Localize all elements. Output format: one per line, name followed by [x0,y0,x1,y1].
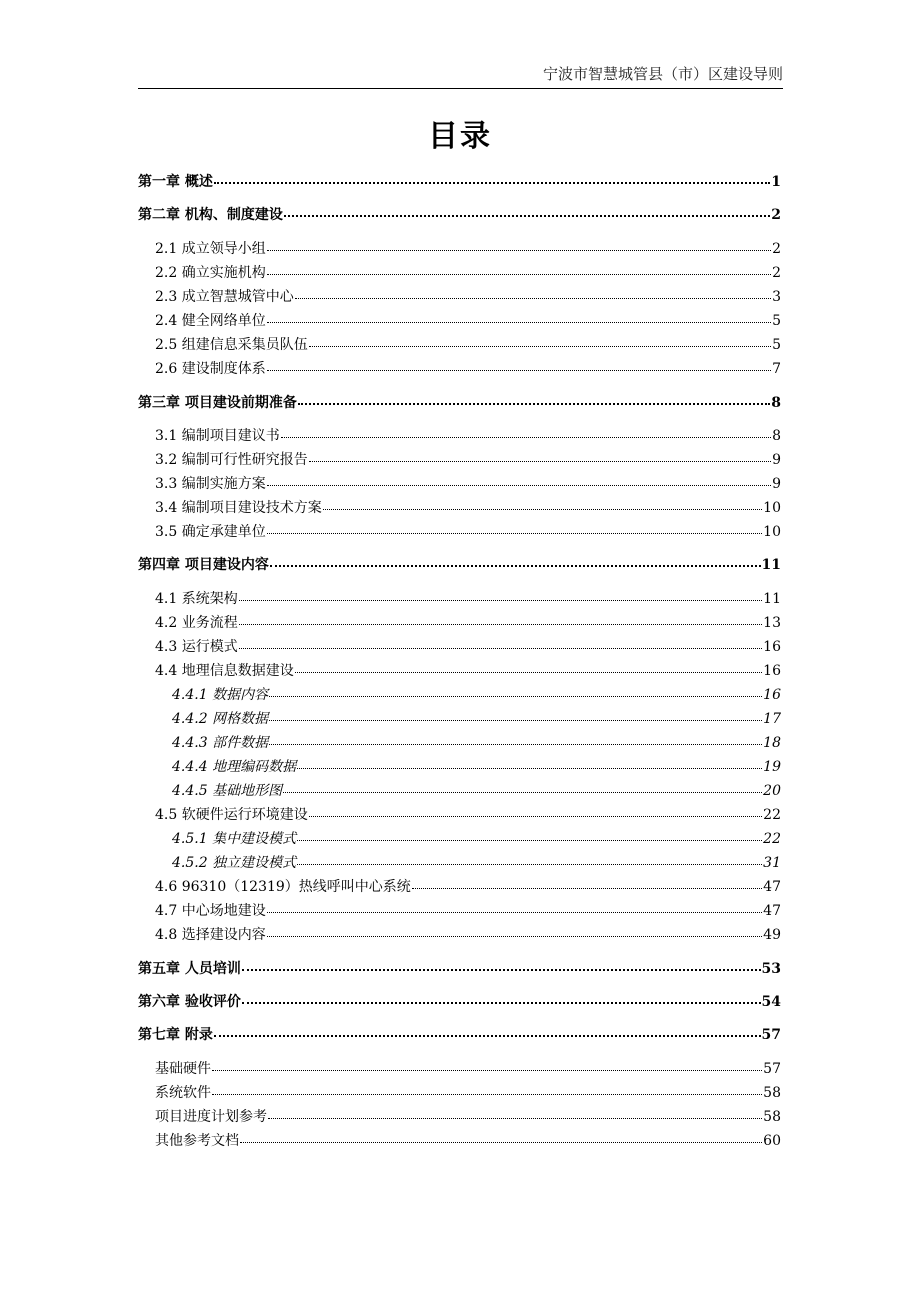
toc-entry-4-5[interactable] [155,805,781,825]
toc-entry-page: 16 [763,687,781,703]
toc-entry-page: 2 [772,265,781,281]
toc-entry-2-3[interactable] [155,287,781,307]
leader-dots [242,968,761,971]
toc-entry-label: 4.4.4 地理编码数据 [172,759,297,775]
toc-entry-2-5[interactable] [155,335,781,355]
toc-entry-page: 10 [763,524,781,540]
toc-entry-page: 5 [772,337,781,353]
toc-entry-3-3[interactable] [155,474,781,494]
leader-dots [270,564,761,567]
toc-entry-label: 4.3 运行模式 [155,639,238,655]
leader-dots [212,1093,762,1095]
toc-entry-page: 47 [763,879,781,895]
leader-dots [295,671,762,673]
toc-entry-appendix-schedule[interactable] [155,1107,781,1127]
leader-dots [214,181,770,184]
leader-dots [242,1001,761,1004]
toc-entry-label: 2.3 成立智慧城管中心 [155,289,294,305]
toc-entry-page: 16 [763,639,781,655]
leader-dots [267,321,771,323]
toc-entry-page: 22 [763,831,781,847]
leader-dots [268,1117,762,1119]
toc-entry-page: 11 [763,591,781,607]
toc-entry-label: 4.8 选择建设内容 [155,927,266,943]
leader-dots [214,1034,761,1037]
toc-entry-label: 其他参考文档 [155,1133,239,1149]
toc-entry-page: 16 [763,663,781,679]
toc-entry-4-5-1[interactable] [172,829,781,849]
leader-dots [212,1069,762,1071]
toc-entry-appendix-hardware[interactable] [155,1059,781,1079]
leader-dots [281,436,771,438]
toc-entry-label: 3.1 编制项目建议书 [155,428,280,444]
leader-dots [412,887,762,889]
toc-entry-label: 第三章 项目建设前期准备 [138,395,297,411]
leader-dots [239,623,762,625]
toc-entry-3-1[interactable] [155,426,781,446]
toc-entry-page: 7 [772,361,781,377]
toc-entry-chapter-6[interactable] [138,992,781,1012]
toc-entry-chapter-3[interactable] [138,393,781,413]
toc-entry-label: 4.4.1 数据内容 [172,687,269,703]
toc-entry-2-1[interactable] [155,239,781,259]
toc-entry-label: 第二章 机构、制度建设 [138,207,283,223]
toc-entry-4-4-5[interactable] [172,781,781,801]
toc-entry-label: 基础硬件 [155,1061,211,1077]
toc-entry-3-4[interactable] [155,498,781,518]
header-title: 宁波市智慧城管县（市）区建设导则 [542,65,783,83]
toc-entry-label: 第六章 验收评价 [138,994,241,1010]
toc-entry-page: 8 [772,428,781,444]
toc-entry-label: 4.6 96310（12319）热线呼叫中心系统 [155,879,411,895]
leader-dots [269,719,762,721]
toc-entry-label: 4.4 地理信息数据建设 [155,663,294,679]
toc-entry-label: 2.4 健全网络单位 [155,313,266,329]
toc-entry-4-4-2[interactable] [172,709,781,729]
leader-dots [267,532,762,534]
leader-dots [267,911,762,913]
toc-entry-page: 58 [763,1109,781,1125]
toc-entry-label: 第七章 附录 [138,1027,213,1043]
toc-entry-page: 58 [763,1085,781,1101]
leader-dots [267,484,771,486]
toc-entry-label: 3.4 编制项目建设技术方案 [155,500,322,516]
toc-entry-appendix-references[interactable] [155,1131,781,1151]
toc-entry-4-4-3[interactable] [172,733,781,753]
toc-entry-label: 第四章 项目建设内容 [138,557,269,573]
toc-entry-page: 49 [763,927,781,943]
toc-entry-4-4[interactable] [155,661,781,681]
toc-entry-label: 2.2 确立实施机构 [155,265,266,281]
toc-entry-label: 4.7 中心场地建设 [155,903,266,919]
toc-entry-page: 5 [772,313,781,329]
toc-entry-label: 3.3 编制实施方案 [155,476,266,492]
toc-entry-3-5[interactable] [155,522,781,542]
toc-entry-label: 2.6 建设制度体系 [155,361,266,377]
toc-entry-page: 22 [763,807,781,823]
leader-dots [283,791,762,793]
leader-dots [267,249,771,251]
toc-entry-chapter-1[interactable] [138,172,781,192]
leader-dots [239,647,762,649]
toc-entry-label: 4.4.5 基础地形图 [172,783,283,799]
leader-dots [267,273,771,275]
leader-dots [240,1141,762,1143]
toc-entry-4-1[interactable] [155,589,781,609]
leader-dots [309,460,771,462]
toc-entry-label: 2.1 成立领导小组 [155,241,266,257]
leader-dots [309,815,762,817]
toc-entry-label: 4.5.1 集中建设模式 [172,831,297,847]
toc-entry-label: 系统软件 [155,1085,211,1101]
toc-entry-page: 17 [763,711,781,727]
toc-entry-label: 项目进度计划参考 [155,1109,267,1125]
toc-entry-chapter-4[interactable] [138,555,781,575]
toc-entry-4-6[interactable] [155,877,781,897]
toc-entry-2-2[interactable] [155,263,781,283]
toc-entry-page: 54 [761,994,781,1010]
leader-dots [269,695,762,697]
toc-entry-label: 4.5.2 独立建设模式 [172,855,297,871]
toc-entry-chapter-7[interactable] [138,1025,781,1045]
toc-entry-label: 第五章 人员培训 [138,961,241,977]
toc-entry-page: 2 [772,241,781,257]
toc-entry-page: 47 [763,903,781,919]
leader-dots [295,297,771,299]
toc-entry-4-2[interactable] [155,613,781,633]
toc-entry-page: 2 [771,207,781,223]
leader-dots [297,863,762,865]
toc-entry-label: 3.2 编制可行性研究报告 [155,452,308,468]
leader-dots [284,214,770,217]
toc-entry-label: 第一章 概述 [138,174,213,190]
toc-entry-4-4-1[interactable] [172,685,781,705]
toc-entry-label: 4.4.2 网格数据 [172,711,269,727]
leader-dots [309,345,771,347]
toc-entry-page: 53 [761,961,781,977]
toc-entry-chapter-2[interactable] [138,205,781,225]
toc-entry-4-7[interactable] [155,901,781,921]
toc-entry-page: 18 [763,735,781,751]
toc-entry-page: 19 [763,759,781,775]
toc-entry-label: 4.1 系统架构 [155,591,238,607]
toc-entry-label: 4.5 软硬件运行环境建设 [155,807,308,823]
toc-entry-4-8[interactable] [155,925,781,945]
toc-entry-label: 4.2 业务流程 [155,615,238,631]
leader-dots [267,369,771,371]
toc-title: 目录 [428,119,492,154]
toc-entry-label: 4.4.3 部件数据 [172,735,269,751]
toc-entry-2-4[interactable] [155,311,781,331]
toc-entry-page: 57 [761,1027,781,1043]
leader-dots [298,402,770,405]
toc-entry-page: 31 [763,855,781,871]
toc-entry-4-5-2[interactable] [172,853,781,873]
leader-dots [323,508,762,510]
toc-entry-page: 13 [763,615,781,631]
toc-entry-appendix-software[interactable] [155,1083,781,1103]
toc-entry-2-6[interactable] [155,359,781,379]
leader-dots [267,935,762,937]
leader-dots [297,839,762,841]
toc-entry-page: 11 [761,557,781,573]
toc-entry-page: 1 [771,174,781,190]
toc-entry-page: 3 [772,289,781,305]
toc-entry-page: 60 [763,1133,781,1149]
leader-dots [269,743,762,745]
toc-entry-label: 3.5 确定承建单位 [155,524,266,540]
toc-entry-page: 20 [763,783,781,799]
toc-entry-4-3[interactable] [155,637,781,657]
toc-entry-4-4-4[interactable] [172,757,781,777]
toc-entry-label: 2.5 组建信息采集员队伍 [155,337,308,353]
toc-entry-chapter-5[interactable] [138,959,781,979]
page-header [138,64,783,89]
toc-entry-3-2[interactable] [155,450,781,470]
toc-entry-page: 9 [772,452,781,468]
toc-entry-page: 57 [763,1061,781,1077]
toc-entry-page: 10 [763,500,781,516]
leader-dots [239,599,762,601]
leader-dots [297,767,762,769]
toc-entry-page: 8 [771,395,781,411]
toc-entry-page: 9 [772,476,781,492]
